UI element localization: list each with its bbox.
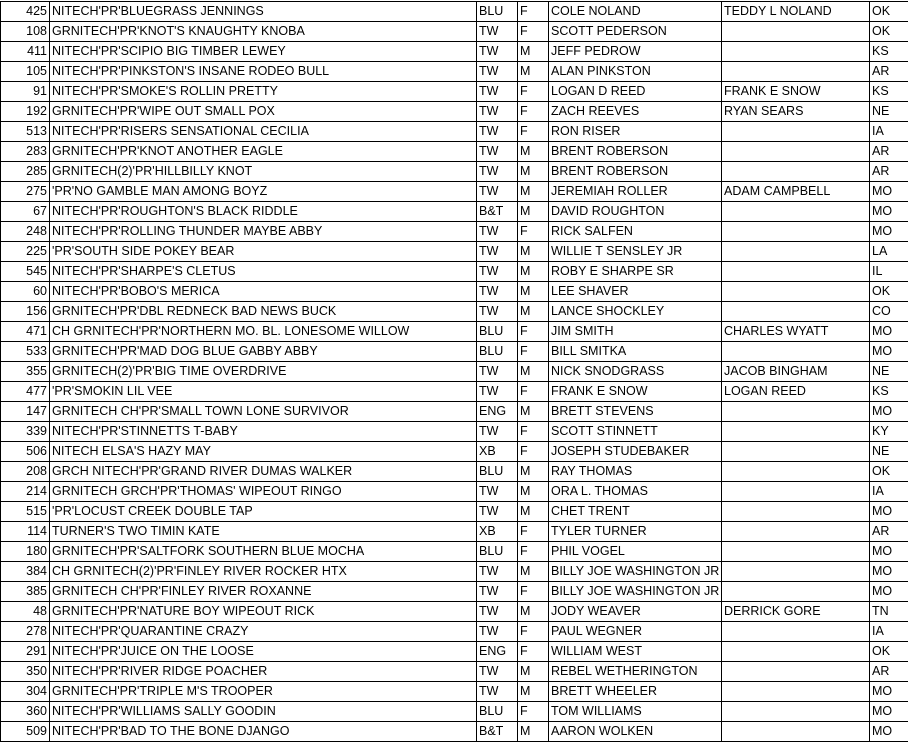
entry-number-cell[interactable]: 278 <box>1 622 50 642</box>
sex-cell[interactable]: F <box>518 82 549 102</box>
owner-name-cell[interactable]: SCOTT PEDERSON <box>549 22 722 42</box>
owner-name-cell[interactable]: SCOTT STINNETT <box>549 422 722 442</box>
co-owner-name-cell[interactable] <box>722 262 870 282</box>
owner-name-cell[interactable]: DAVID ROUGHTON <box>549 202 722 222</box>
entry-number-cell[interactable]: 384 <box>1 562 50 582</box>
state-cell[interactable]: IA <box>870 482 908 502</box>
table-row[interactable] <box>1 622 908 642</box>
entry-number-cell[interactable]: 471 <box>1 322 50 342</box>
entry-number-cell[interactable]: 355 <box>1 362 50 382</box>
table-row[interactable] <box>1 322 908 342</box>
entry-number-cell[interactable]: 425 <box>1 2 50 22</box>
breed-color-cell[interactable]: TW <box>477 122 518 142</box>
co-owner-name-cell[interactable] <box>722 122 870 142</box>
dog-name-cell[interactable]: NITECH'PR'BLUEGRASS JENNINGS <box>50 2 477 22</box>
state-cell[interactable]: MO <box>870 682 908 702</box>
owner-name-cell[interactable]: PAUL WEGNER <box>549 622 722 642</box>
breed-color-cell[interactable]: TW <box>477 22 518 42</box>
sex-cell[interactable]: M <box>518 482 549 502</box>
state-cell[interactable]: MO <box>870 202 908 222</box>
sex-cell[interactable]: F <box>518 382 549 402</box>
state-cell[interactable]: IA <box>870 122 908 142</box>
state-cell[interactable]: KS <box>870 42 908 62</box>
state-cell[interactable]: MO <box>870 722 908 742</box>
co-owner-name-cell[interactable] <box>722 522 870 542</box>
dog-name-cell[interactable]: NITECH'PR'SMOKE'S ROLLIN PRETTY <box>50 82 477 102</box>
table-row[interactable] <box>1 682 908 702</box>
entry-number-cell[interactable]: 509 <box>1 722 50 742</box>
breed-color-cell[interactable]: TW <box>477 242 518 262</box>
sex-cell[interactable]: M <box>518 262 549 282</box>
sex-cell[interactable]: M <box>518 362 549 382</box>
co-owner-name-cell[interactable] <box>722 542 870 562</box>
sex-cell[interactable]: F <box>518 642 549 662</box>
dog-name-cell[interactable]: GRNITECH'PR'DBL REDNECK BAD NEWS BUCK <box>50 302 477 322</box>
state-cell[interactable]: AR <box>870 162 908 182</box>
state-cell[interactable]: KY <box>870 422 908 442</box>
table-row[interactable] <box>1 162 908 182</box>
table-row[interactable] <box>1 22 908 42</box>
sex-cell[interactable]: M <box>518 562 549 582</box>
dog-name-cell[interactable]: NITECH'PR'RIVER RIDGE POACHER <box>50 662 477 682</box>
state-cell[interactable]: IL <box>870 262 908 282</box>
table-row[interactable] <box>1 242 908 262</box>
sex-cell[interactable]: M <box>518 62 549 82</box>
table-row[interactable] <box>1 382 908 402</box>
dog-name-cell[interactable]: CH GRNITECH(2)'PR'FINLEY RIVER ROCKER HTX <box>50 562 477 582</box>
entry-number-cell[interactable]: 156 <box>1 302 50 322</box>
co-owner-name-cell[interactable] <box>722 402 870 422</box>
entry-number-cell[interactable]: 283 <box>1 142 50 162</box>
dog-name-cell[interactable]: NITECH ELSA'S HAZY MAY <box>50 442 477 462</box>
entry-number-cell[interactable]: 67 <box>1 202 50 222</box>
entries-table <box>0 1 908 742</box>
co-owner-name-cell[interactable] <box>722 562 870 582</box>
breed-color-cell[interactable]: TW <box>477 142 518 162</box>
co-owner-name-cell[interactable] <box>722 202 870 222</box>
co-owner-name-cell[interactable]: LOGAN REED <box>722 382 870 402</box>
breed-color-cell[interactable]: TW <box>477 222 518 242</box>
breed-color-cell[interactable]: TW <box>477 302 518 322</box>
sex-cell[interactable]: M <box>518 302 549 322</box>
dog-name-cell[interactable]: GRNITECH(2)'PR'BIG TIME OVERDRIVE <box>50 362 477 382</box>
breed-color-cell[interactable]: BLU <box>477 702 518 722</box>
state-cell[interactable]: MO <box>870 322 908 342</box>
breed-color-cell[interactable]: BLU <box>477 462 518 482</box>
sex-cell[interactable]: M <box>518 682 549 702</box>
sex-cell[interactable]: F <box>518 2 549 22</box>
owner-name-cell[interactable]: WILLIE T SENSLEY JR <box>549 242 722 262</box>
co-owner-name-cell[interactable] <box>722 42 870 62</box>
owner-name-cell[interactable]: REBEL WETHERINGTON <box>549 662 722 682</box>
dog-name-cell[interactable]: NITECH'PR'SCIPIO BIG TIMBER LEWEY <box>50 42 477 62</box>
state-cell[interactable]: KS <box>870 382 908 402</box>
sex-cell[interactable]: F <box>518 702 549 722</box>
state-cell[interactable]: OK <box>870 2 908 22</box>
co-owner-name-cell[interactable] <box>722 502 870 522</box>
dog-name-cell[interactable]: NITECH'PR'JUICE ON THE LOOSE <box>50 642 477 662</box>
co-owner-name-cell[interactable] <box>722 282 870 302</box>
owner-name-cell[interactable]: BILLY JOE WASHINGTON JR <box>549 562 722 582</box>
breed-color-cell[interactable]: TW <box>477 662 518 682</box>
owner-name-cell[interactable]: TOM WILLIAMS <box>549 702 722 722</box>
sex-cell[interactable]: F <box>518 102 549 122</box>
co-owner-name-cell[interactable] <box>722 242 870 262</box>
state-cell[interactable]: MO <box>870 342 908 362</box>
state-cell[interactable]: MO <box>870 562 908 582</box>
entry-number-cell[interactable]: 285 <box>1 162 50 182</box>
owner-name-cell[interactable]: ORA L. THOMAS <box>549 482 722 502</box>
entry-number-cell[interactable]: 208 <box>1 462 50 482</box>
table-row[interactable] <box>1 82 908 102</box>
breed-color-cell[interactable]: BLU <box>477 322 518 342</box>
dog-name-cell[interactable]: NITECH'PR'RISERS SENSATIONAL CECILIA <box>50 122 477 142</box>
owner-name-cell[interactable]: LOGAN D REED <box>549 82 722 102</box>
breed-color-cell[interactable]: TW <box>477 362 518 382</box>
entry-number-cell[interactable]: 192 <box>1 102 50 122</box>
dog-name-cell[interactable]: GRNITECH'PR'SALTFORK SOUTHERN BLUE MOCHA <box>50 542 477 562</box>
co-owner-name-cell[interactable] <box>722 62 870 82</box>
owner-name-cell[interactable]: CHET TRENT <box>549 502 722 522</box>
dog-name-cell[interactable]: GRCH NITECH'PR'GRAND RIVER DUMAS WALKER <box>50 462 477 482</box>
owner-name-cell[interactable]: JEFF PEDROW <box>549 42 722 62</box>
sex-cell[interactable]: M <box>518 202 549 222</box>
dog-name-cell[interactable]: GRNITECH'PR'NATURE BOY WIPEOUT RICK <box>50 602 477 622</box>
state-cell[interactable]: NE <box>870 102 908 122</box>
owner-name-cell[interactable]: COLE NOLAND <box>549 2 722 22</box>
breed-color-cell[interactable]: TW <box>477 162 518 182</box>
table-row[interactable] <box>1 262 908 282</box>
entry-number-cell[interactable]: 411 <box>1 42 50 62</box>
breed-color-cell[interactable]: TW <box>477 382 518 402</box>
breed-color-cell[interactable]: B&T <box>477 202 518 222</box>
sex-cell[interactable]: M <box>518 502 549 522</box>
breed-color-cell[interactable]: TW <box>477 42 518 62</box>
owner-name-cell[interactable]: JIM SMITH <box>549 322 722 342</box>
dog-name-cell[interactable]: 'PR'SOUTH SIDE POKEY BEAR <box>50 242 477 262</box>
state-cell[interactable]: OK <box>870 462 908 482</box>
sex-cell[interactable]: F <box>518 622 549 642</box>
owner-name-cell[interactable]: PHIL VOGEL <box>549 542 722 562</box>
co-owner-name-cell[interactable] <box>722 702 870 722</box>
table-row[interactable] <box>1 442 908 462</box>
entry-number-cell[interactable]: 114 <box>1 522 50 542</box>
breed-color-cell[interactable]: BLU <box>477 542 518 562</box>
dog-name-cell[interactable]: NITECH'PR'BOBO'S MERICA <box>50 282 477 302</box>
breed-color-cell[interactable]: TW <box>477 482 518 502</box>
breed-color-cell[interactable]: TW <box>477 102 518 122</box>
co-owner-name-cell[interactable] <box>722 662 870 682</box>
entry-number-cell[interactable]: 360 <box>1 702 50 722</box>
table-row[interactable] <box>1 562 908 582</box>
owner-name-cell[interactable]: BRENT ROBERSON <box>549 142 722 162</box>
state-cell[interactable]: AR <box>870 522 908 542</box>
co-owner-name-cell[interactable] <box>722 462 870 482</box>
co-owner-name-cell[interactable] <box>722 582 870 602</box>
co-owner-name-cell[interactable]: DERRICK GORE <box>722 602 870 622</box>
state-cell[interactable]: CO <box>870 302 908 322</box>
dog-name-cell[interactable]: GRNITECH'PR'KNOT ANOTHER EAGLE <box>50 142 477 162</box>
table-row[interactable] <box>1 182 908 202</box>
dog-name-cell[interactable]: NITECH'PR'PINKSTON'S INSANE RODEO BULL <box>50 62 477 82</box>
co-owner-name-cell[interactable] <box>722 302 870 322</box>
owner-name-cell[interactable]: NICK SNODGRASS <box>549 362 722 382</box>
co-owner-name-cell[interactable] <box>722 222 870 242</box>
dog-name-cell[interactable]: NITECH'PR'ROLLING THUNDER MAYBE ABBY <box>50 222 477 242</box>
owner-name-cell[interactable]: TYLER TURNER <box>549 522 722 542</box>
table-row[interactable] <box>1 702 908 722</box>
entry-number-cell[interactable]: 291 <box>1 642 50 662</box>
table-row[interactable] <box>1 102 908 122</box>
dog-name-cell[interactable]: NITECH'PR'SHARPE'S CLETUS <box>50 262 477 282</box>
breed-color-cell[interactable]: TW <box>477 562 518 582</box>
state-cell[interactable]: LA <box>870 242 908 262</box>
breed-color-cell[interactable]: TW <box>477 582 518 602</box>
entry-number-cell[interactable]: 350 <box>1 662 50 682</box>
sex-cell[interactable]: M <box>518 602 549 622</box>
owner-name-cell[interactable]: RICK SALFEN <box>549 222 722 242</box>
state-cell[interactable]: MO <box>870 702 908 722</box>
state-cell[interactable]: AR <box>870 62 908 82</box>
state-cell[interactable]: OK <box>870 642 908 662</box>
table-row[interactable] <box>1 2 908 22</box>
sex-cell[interactable]: F <box>518 22 549 42</box>
co-owner-name-cell[interactable]: TEDDY L NOLAND <box>722 2 870 22</box>
state-cell[interactable]: KS <box>870 82 908 102</box>
sex-cell[interactable]: M <box>518 242 549 262</box>
breed-color-cell[interactable]: TW <box>477 62 518 82</box>
owner-name-cell[interactable]: RON RISER <box>549 122 722 142</box>
table-row[interactable] <box>1 342 908 362</box>
owner-name-cell[interactable]: ALAN PINKSTON <box>549 62 722 82</box>
dog-name-cell[interactable]: CH GRNITECH'PR'NORTHERN MO. BL. LONESOME WILLOW <box>50 322 477 342</box>
entry-number-cell[interactable]: 506 <box>1 442 50 462</box>
dog-name-cell[interactable]: NITECH'PR'WILLIAMS SALLY GOODIN <box>50 702 477 722</box>
table-row[interactable] <box>1 42 908 62</box>
breed-color-cell[interactable]: B&T <box>477 722 518 742</box>
entry-number-cell[interactable]: 304 <box>1 682 50 702</box>
table-row[interactable] <box>1 462 908 482</box>
state-cell[interactable]: MO <box>870 502 908 522</box>
sex-cell[interactable]: M <box>518 662 549 682</box>
sex-cell[interactable]: F <box>518 442 549 462</box>
co-owner-name-cell[interactable] <box>722 342 870 362</box>
breed-color-cell[interactable]: XB <box>477 442 518 462</box>
breed-color-cell[interactable]: TW <box>477 182 518 202</box>
breed-color-cell[interactable]: BLU <box>477 2 518 22</box>
table-row[interactable] <box>1 482 908 502</box>
sex-cell[interactable]: M <box>518 722 549 742</box>
owner-name-cell[interactable]: LEE SHAVER <box>549 282 722 302</box>
table-row[interactable] <box>1 62 908 82</box>
table-row[interactable] <box>1 422 908 442</box>
state-cell[interactable]: OK <box>870 282 908 302</box>
sex-cell[interactable]: F <box>518 522 549 542</box>
entry-number-cell[interactable]: 147 <box>1 402 50 422</box>
sex-cell[interactable]: F <box>518 122 549 142</box>
sex-cell[interactable]: M <box>518 42 549 62</box>
owner-name-cell[interactable]: RAY THOMAS <box>549 462 722 482</box>
dog-name-cell[interactable]: GRNITECH GRCH'PR'THOMAS' WIPEOUT RINGO <box>50 482 477 502</box>
owner-name-cell[interactable]: JODY WEAVER <box>549 602 722 622</box>
breed-color-cell[interactable]: TW <box>477 262 518 282</box>
breed-color-cell[interactable]: ENG <box>477 402 518 422</box>
sex-cell[interactable]: F <box>518 422 549 442</box>
dog-name-cell[interactable]: NITECH'PR'BAD TO THE BONE DJANGO <box>50 722 477 742</box>
breed-color-cell[interactable]: XB <box>477 522 518 542</box>
state-cell[interactable]: AR <box>870 142 908 162</box>
state-cell[interactable]: AR <box>870 662 908 682</box>
breed-color-cell[interactable]: ENG <box>477 642 518 662</box>
table-row[interactable] <box>1 542 908 562</box>
owner-name-cell[interactable]: ROBY E SHARPE SR <box>549 262 722 282</box>
sex-cell[interactable]: M <box>518 182 549 202</box>
entry-number-cell[interactable]: 339 <box>1 422 50 442</box>
breed-color-cell[interactable]: TW <box>477 422 518 442</box>
state-cell[interactable]: NE <box>870 362 908 382</box>
breed-color-cell[interactable]: TW <box>477 602 518 622</box>
table-row[interactable] <box>1 362 908 382</box>
sex-cell[interactable]: F <box>518 582 549 602</box>
entry-number-cell[interactable]: 105 <box>1 62 50 82</box>
dog-name-cell[interactable]: GRNITECH(2)'PR'HILLBILLY KNOT <box>50 162 477 182</box>
entry-number-cell[interactable]: 91 <box>1 82 50 102</box>
owner-name-cell[interactable]: JEREMIAH ROLLER <box>549 182 722 202</box>
sex-cell[interactable]: F <box>518 542 549 562</box>
co-owner-name-cell[interactable] <box>722 722 870 742</box>
table-row[interactable] <box>1 502 908 522</box>
entries-body <box>1 2 908 742</box>
co-owner-name-cell[interactable] <box>722 482 870 502</box>
dog-name-cell[interactable]: GRNITECH CH'PR'FINLEY RIVER ROXANNE <box>50 582 477 602</box>
co-owner-name-cell[interactable] <box>722 682 870 702</box>
sex-cell[interactable]: F <box>518 322 549 342</box>
breed-color-cell[interactable]: TW <box>477 82 518 102</box>
state-cell[interactable]: MO <box>870 182 908 202</box>
sex-cell[interactable]: M <box>518 462 549 482</box>
entry-number-cell[interactable]: 225 <box>1 242 50 262</box>
dog-name-cell[interactable]: 'PR'SMOKIN LIL VEE <box>50 382 477 402</box>
table-row[interactable] <box>1 582 908 602</box>
co-owner-name-cell[interactable]: CHARLES WYATT <box>722 322 870 342</box>
owner-name-cell[interactable]: BRENT ROBERSON <box>549 162 722 182</box>
owner-name-cell[interactable]: WILLIAM WEST <box>549 642 722 662</box>
table-row[interactable] <box>1 522 908 542</box>
owner-name-cell[interactable]: BRETT WHEELER <box>549 682 722 702</box>
table-row[interactable] <box>1 282 908 302</box>
breed-color-cell[interactable]: TW <box>477 622 518 642</box>
state-cell[interactable]: MO <box>870 402 908 422</box>
table-row[interactable] <box>1 202 908 222</box>
sex-cell[interactable]: M <box>518 402 549 422</box>
table-row[interactable] <box>1 662 908 682</box>
breed-color-cell[interactable]: TW <box>477 682 518 702</box>
dog-name-cell[interactable]: GRNITECH CH'PR'SMALL TOWN LONE SURVIVOR <box>50 402 477 422</box>
sex-cell[interactable]: F <box>518 222 549 242</box>
co-owner-name-cell[interactable] <box>722 142 870 162</box>
entry-number-cell[interactable]: 108 <box>1 22 50 42</box>
state-cell[interactable]: MO <box>870 542 908 562</box>
entry-number-cell[interactable]: 513 <box>1 122 50 142</box>
table-row[interactable] <box>1 142 908 162</box>
entry-number-cell[interactable]: 60 <box>1 282 50 302</box>
dog-name-cell[interactable]: 'PR'NO GAMBLE MAN AMONG BOYZ <box>50 182 477 202</box>
sex-cell[interactable]: M <box>518 282 549 302</box>
entry-number-cell[interactable]: 214 <box>1 482 50 502</box>
table-row[interactable] <box>1 222 908 242</box>
dog-name-cell[interactable]: NITECH'PR'STINNETTS T-BABY <box>50 422 477 442</box>
entry-number-cell[interactable]: 48 <box>1 602 50 622</box>
dog-name-cell[interactable]: GRNITECH'PR'MAD DOG BLUE GABBY ABBY <box>50 342 477 362</box>
table-row[interactable] <box>1 722 908 742</box>
dog-name-cell[interactable]: NITECH'PR'QUARANTINE CRAZY <box>50 622 477 642</box>
owner-name-cell[interactable]: BILL SMITKA <box>549 342 722 362</box>
owner-name-cell[interactable]: LANCE SHOCKLEY <box>549 302 722 322</box>
entry-number-cell[interactable]: 180 <box>1 542 50 562</box>
co-owner-name-cell[interactable]: FRANK E SNOW <box>722 82 870 102</box>
owner-name-cell[interactable]: ZACH REEVES <box>549 102 722 122</box>
state-cell[interactable]: IA <box>870 622 908 642</box>
owner-name-cell[interactable]: AARON WOLKEN <box>549 722 722 742</box>
co-owner-name-cell[interactable] <box>722 162 870 182</box>
state-cell[interactable]: MO <box>870 222 908 242</box>
state-cell[interactable]: OK <box>870 22 908 42</box>
co-owner-name-cell[interactable] <box>722 442 870 462</box>
state-cell[interactable]: NE <box>870 442 908 462</box>
co-owner-name-cell[interactable]: RYAN SEARS <box>722 102 870 122</box>
co-owner-name-cell[interactable]: ADAM CAMPBELL <box>722 182 870 202</box>
breed-color-cell[interactable]: TW <box>477 282 518 302</box>
owner-name-cell[interactable]: BILLY JOE WASHINGTON JR <box>549 582 722 602</box>
table-row[interactable] <box>1 302 908 322</box>
owner-name-cell[interactable]: FRANK E SNOW <box>549 382 722 402</box>
co-owner-name-cell[interactable] <box>722 22 870 42</box>
breed-color-cell[interactable]: BLU <box>477 342 518 362</box>
dog-name-cell[interactable]: GRNITECH'PR'WIPE OUT SMALL POX <box>50 102 477 122</box>
dog-name-cell[interactable]: 'PR'LOCUST CREEK DOUBLE TAP <box>50 502 477 522</box>
owner-name-cell[interactable]: JOSEPH STUDEBAKER <box>549 442 722 462</box>
entry-number-cell[interactable]: 533 <box>1 342 50 362</box>
table-row[interactable] <box>1 122 908 142</box>
entry-number-cell[interactable]: 515 <box>1 502 50 522</box>
co-owner-name-cell[interactable] <box>722 642 870 662</box>
state-cell[interactable]: MO <box>870 582 908 602</box>
entry-number-cell[interactable]: 385 <box>1 582 50 602</box>
co-owner-name-cell[interactable] <box>722 422 870 442</box>
owner-name-cell[interactable]: BRETT STEVENS <box>549 402 722 422</box>
entry-number-cell[interactable]: 545 <box>1 262 50 282</box>
dog-name-cell[interactable]: GRNITECH'PR'KNOT'S KNAUGHTY KNOBA <box>50 22 477 42</box>
sex-cell[interactable]: M <box>518 142 549 162</box>
entry-number-cell[interactable]: 248 <box>1 222 50 242</box>
dog-name-cell[interactable]: TURNER'S TWO TIMIN KATE <box>50 522 477 542</box>
breed-color-cell[interactable]: TW <box>477 502 518 522</box>
table-row[interactable] <box>1 602 908 622</box>
sex-cell[interactable]: M <box>518 162 549 182</box>
sex-cell[interactable]: F <box>518 342 549 362</box>
entry-number-cell[interactable]: 275 <box>1 182 50 202</box>
co-owner-name-cell[interactable] <box>722 622 870 642</box>
dog-name-cell[interactable]: NITECH'PR'ROUGHTON'S BLACK RIDDLE <box>50 202 477 222</box>
entry-number-cell[interactable]: 477 <box>1 382 50 402</box>
co-owner-name-cell[interactable]: JACOB BINGHAM <box>722 362 870 382</box>
state-cell[interactable]: TN <box>870 602 908 622</box>
table-row[interactable] <box>1 642 908 662</box>
table-row[interactable] <box>1 402 908 422</box>
dog-name-cell[interactable]: GRNITECH'PR'TRIPLE M'S TROOPER <box>50 682 477 702</box>
